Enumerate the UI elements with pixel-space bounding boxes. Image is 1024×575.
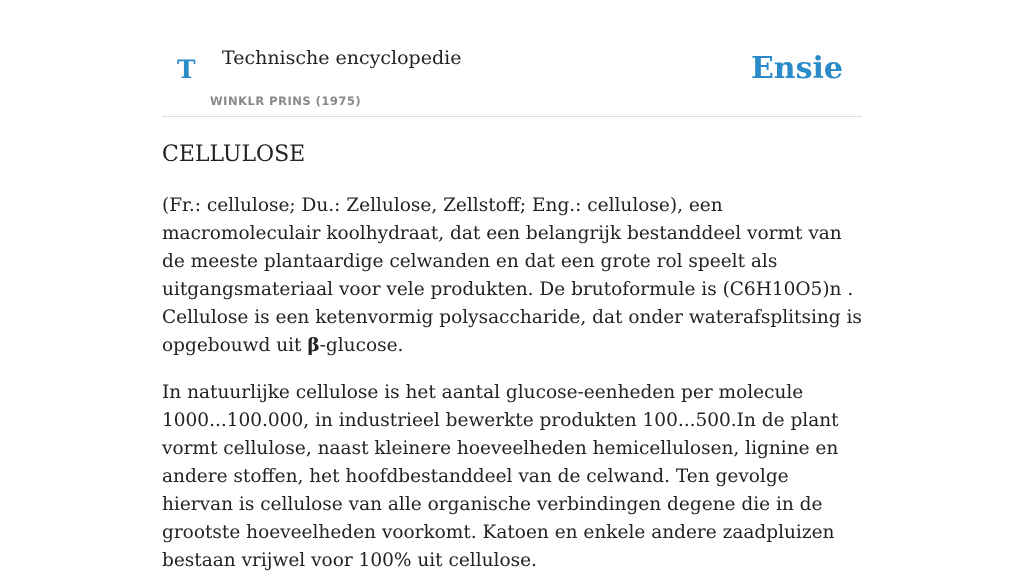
- article-paragraph: In natuurlijke cellulose is het aantal glucose-eenheden per molecule 1000...100.000, in industrieel bewerkte produkten 100...500.In de plant vormt cellulose, naast kleinere hoeveelheden hemicellulosen, lignine en andere stoffen, het hoofdbestanddeel van de celwand. Ten gevolge hiervan is cellulose van alle organische verbindingen degene die in de grootste hoeveelheden voorkomt. Katoen en enkele andere zaadpluizen bestaan vrijwel voor 100% uit cellulose.: [162, 382, 839, 571]
- article-paragraph: [162, 192, 862, 360]
- book-icon[interactable]: T: [177, 55, 196, 84]
- article-title: CELLULOSE: [162, 142, 306, 167]
- paragraph-text: -glucose.: [319, 335, 404, 356]
- page-header: [162, 0, 862, 117]
- book-title-link[interactable]: Technische encyclopedie: [222, 47, 462, 69]
- beta-symbol: β: [307, 335, 320, 356]
- book-source-label: WINKLR PRINS (1975): [210, 94, 362, 108]
- ensie-logo-link[interactable]: Ensie: [750, 51, 843, 86]
- paragraph-text: (Fr.: cellulose; Du.: Zellulose, Zellstoff; Eng.: cellulose), een macromoleculair koolhydraat, dat een belangrijk bestanddeel vormt van de meeste plantaardige celwanden en dat een grote rol speelt als uitgangsmateriaal voor vele produkten. De brutoformule is (C6H10O5)n . Cellulose is een ketenvormig polysaccharide, dat onder waterafsplitsing is opgebouwd uit: [162, 195, 862, 356]
- article: [162, 138, 862, 575]
